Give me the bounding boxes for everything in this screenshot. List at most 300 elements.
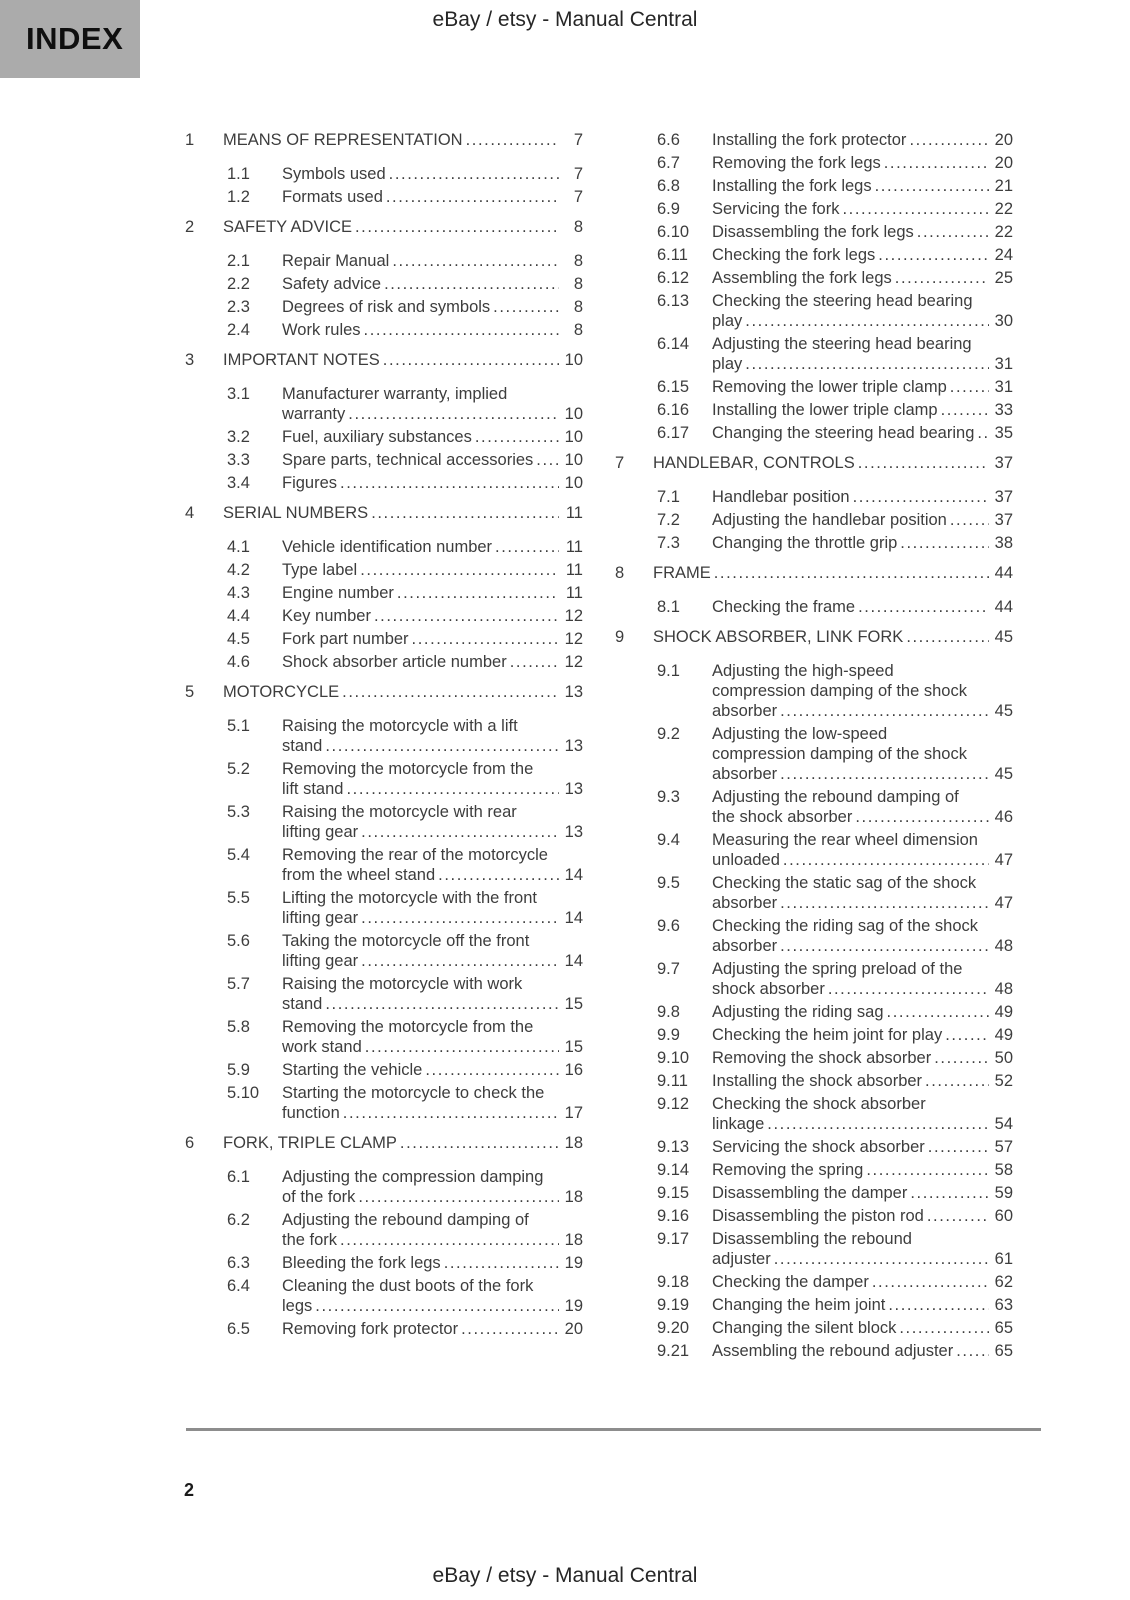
toc-entry-body: [712, 130, 1013, 150]
toc-entry-title-lastline: [282, 865, 583, 885]
toc-entry-number: 9.15: [657, 1184, 690, 1202]
toc-entry-body: [282, 384, 583, 424]
dotted-leader: [977, 423, 989, 443]
toc-entry-body: [282, 1210, 583, 1250]
dotted-leader: [934, 1048, 989, 1068]
toc-entry-page: 7: [573, 131, 583, 149]
dotted-leader: [444, 1253, 559, 1273]
toc-sub-entry: [185, 716, 583, 756]
dotted-leader: [355, 217, 559, 237]
toc-entry-title-lastline: [712, 377, 1013, 397]
dotted-leader: [745, 354, 989, 374]
toc-entry-title-lastline: [712, 1318, 1013, 1338]
toc-entry-title-line: Checking the riding sag of the shock: [712, 917, 978, 935]
toc-entry-title: Servicing the shock absorber: [712, 1138, 925, 1156]
toc-entry-number: 4.3: [227, 584, 250, 602]
toc-entry-title: MEANS OF REPRESENTATION: [223, 131, 463, 149]
toc-sub-entry: [615, 1048, 1013, 1068]
toc-entry-number: 9.17: [657, 1230, 690, 1248]
toc-sub-entry: [615, 153, 1013, 173]
toc-entry-title-lastline: [282, 187, 583, 207]
toc-sub-entry: [185, 164, 583, 184]
toc-section-entry: [615, 627, 1013, 647]
toc-entry-title: the fork: [282, 1231, 338, 1249]
toc-entry-page: 10: [564, 451, 583, 469]
toc-entry-page: 10: [564, 428, 583, 446]
toc-entry-page: 14: [564, 952, 583, 970]
toc-entry-body: [712, 423, 1013, 443]
toc-entry-number: 8.1: [657, 598, 680, 616]
toc-entry-page: 48: [994, 937, 1013, 955]
dotted-leader: [361, 908, 559, 928]
toc-entry-number: 4.2: [227, 561, 250, 579]
dotted-leader: [348, 404, 559, 424]
toc-entry-number: 6.17: [657, 424, 690, 442]
toc-entry-title: the shock absorber: [712, 808, 853, 826]
toc-entry-title-lastline: [712, 1025, 1013, 1045]
dotted-leader: [714, 563, 989, 583]
toc-sub-entry: [185, 759, 583, 799]
toc-entry-page: 60: [994, 1207, 1013, 1225]
toc-entry-title-line: compression damping of the shock: [712, 745, 967, 763]
toc-entry-number: 4.4: [227, 607, 250, 625]
toc-entry-body: [712, 245, 1013, 265]
toc-entry-number: 9.13: [657, 1138, 690, 1156]
toc-entry-body: [712, 334, 1013, 374]
dotted-leader: [895, 268, 989, 288]
dotted-leader: [917, 222, 989, 242]
toc-entry-number: 6.4: [227, 1277, 250, 1295]
toc-entry-body: [223, 217, 583, 237]
toc-entry-title-lastline: [712, 1160, 1013, 1180]
toc-entry-title-lastline: [712, 423, 1013, 443]
toc-entry-number: 5: [185, 683, 195, 701]
toc-entry-number: 1.1: [227, 165, 250, 183]
toc-entry-title: Repair Manual: [282, 252, 390, 270]
toc-entry-title: Installing the lower triple clamp: [712, 401, 938, 419]
toc-entry-body: [712, 199, 1013, 219]
toc-entry-page: 18: [564, 1134, 583, 1152]
toc-entry-body: [712, 1229, 1013, 1269]
toc-entry-page: 19: [564, 1297, 583, 1315]
toc-entry-title-line: Adjusting the compression damping: [282, 1168, 544, 1186]
dotted-leader: [384, 274, 559, 294]
toc-entry-number: 8: [615, 564, 625, 582]
toc-entry-title-lastline: [282, 1319, 583, 1339]
toc-entry-title-line: Removing the rear of the motorcycle: [282, 846, 548, 864]
toc-entry-body: [282, 1060, 583, 1080]
toc-entry-body: [712, 487, 1013, 507]
toc-entry-title: absorber: [712, 765, 778, 783]
toc-sub-entry: [615, 873, 1013, 913]
toc-entry-title: Fork part number: [282, 630, 409, 648]
toc-section-entry: [615, 453, 1013, 473]
toc-entry-body: [712, 153, 1013, 173]
toc-entry-number: 6.12: [657, 269, 690, 287]
toc-entry-body: [712, 1137, 1013, 1157]
dotted-leader: [365, 1037, 559, 1057]
toc-entry-title-line: compression damping of the shock: [712, 682, 967, 700]
toc-entry-title: SERIAL NUMBERS: [223, 504, 369, 522]
toc-entry-body: [223, 503, 583, 523]
toc-entry-page: 11: [565, 504, 583, 522]
index-tab-label: INDEX: [26, 21, 124, 56]
toc-sub-entry: [185, 1167, 583, 1207]
toc-entry-title: SHOCK ABSORBER, LINK FORK: [653, 628, 904, 646]
toc-entry-number: 6.1: [227, 1168, 250, 1186]
toc-entry-title: Spare parts, technical accessories: [282, 451, 534, 469]
toc-entry-page: 45: [994, 702, 1013, 720]
toc-entry-body: [712, 1206, 1013, 1226]
dotted-leader: [872, 1272, 989, 1292]
toc-sub-entry: [185, 384, 583, 424]
dotted-leader: [438, 865, 559, 885]
toc-entry-title: HANDLEBAR, CONTROLS: [653, 454, 855, 472]
toc-entry-body: [223, 682, 583, 702]
toc-entry-title-line: Checking the static sag of the shock: [712, 874, 977, 892]
toc-entry-title: Type label: [282, 561, 358, 579]
toc-sub-entry: [615, 1094, 1013, 1134]
header-title-text: eBay / etsy - Manual Central: [432, 8, 698, 31]
toc-sub-entry: [185, 931, 583, 971]
toc-section-entry: [185, 130, 583, 150]
toc-entry-title-lastline: [712, 701, 1013, 721]
page-footer: [0, 1564, 1130, 1588]
toc-entry-page: 15: [564, 995, 583, 1013]
table-of-contents: [185, 130, 1013, 1364]
dotted-leader: [493, 297, 559, 317]
toc-entry-number: 6.2: [227, 1211, 250, 1229]
toc-entry-body: [712, 1295, 1013, 1315]
toc-entry-body: [712, 916, 1013, 956]
toc-entry-page: 37: [994, 488, 1013, 506]
toc-entry-page: 11: [565, 561, 583, 579]
toc-entry-body: [712, 1341, 1013, 1361]
toc-entry-page: 46: [994, 808, 1013, 826]
toc-entry-title-lastline: [282, 560, 583, 580]
toc-entry-number: 6.7: [657, 154, 680, 172]
toc-entry-number: 1: [185, 131, 195, 149]
toc-entry-page: 44: [994, 598, 1013, 616]
toc-entry-title-lastline: [282, 404, 583, 424]
toc-entry-title: Removing fork protector: [282, 1320, 459, 1338]
toc-sub-entry: [185, 187, 583, 207]
toc-entry-title: IMPORTANT NOTES: [223, 351, 380, 369]
toc-entry-number: 1.2: [227, 188, 250, 206]
toc-entry-title-lastline: [712, 936, 1013, 956]
dotted-leader: [927, 1206, 989, 1226]
dotted-leader: [928, 1137, 989, 1157]
toc-entry-title: lifting gear: [282, 909, 359, 927]
dotted-leader: [956, 1341, 989, 1361]
toc-entry-page: 63: [994, 1296, 1013, 1314]
toc-entry-title: warranty: [282, 405, 346, 423]
toc-sub-entry: [615, 1229, 1013, 1269]
toc-entry-page: 20: [564, 1320, 583, 1338]
toc-entry-title: of the fork: [282, 1188, 356, 1206]
toc-sub-entry: [185, 802, 583, 842]
toc-entry-title-line: Removing the motorcycle from the: [282, 1018, 534, 1036]
toc-entry-body: [712, 510, 1013, 530]
toc-entry-body: [282, 931, 583, 971]
toc-entry-title: Removing the fork legs: [712, 154, 881, 172]
dotted-leader: [360, 560, 559, 580]
dotted-leader: [374, 606, 559, 626]
toc-entry-page: 37: [994, 511, 1013, 529]
toc-entry-number: 9.7: [657, 960, 680, 978]
toc-sub-entry: [615, 222, 1013, 242]
toc-section-entry: [615, 563, 1013, 583]
toc-entry-title-lastline: [712, 597, 1013, 617]
toc-entry-page: 22: [994, 223, 1013, 241]
toc-entry-page: 8: [573, 321, 583, 339]
toc-entry-page: 12: [564, 607, 583, 625]
toc-entry-number: 2.1: [227, 252, 250, 270]
dotted-leader: [425, 1060, 559, 1080]
toc-entry-page: 12: [564, 630, 583, 648]
toc-entry-number: 9.8: [657, 1003, 680, 1021]
toc-entry-title-line: Measuring the rear wheel dimension: [712, 831, 978, 849]
toc-entry-page: 8: [573, 252, 583, 270]
toc-entry-title-lastline: [282, 652, 583, 672]
toc-entry-title-lastline: [282, 736, 583, 756]
toc-entry-page: 45: [994, 765, 1013, 783]
toc-sub-entry: [185, 274, 583, 294]
toc-entry-title-lastline: [712, 533, 1013, 553]
dotted-leader: [510, 652, 559, 672]
toc-sub-entry: [185, 427, 583, 447]
toc-entry-page: 35: [994, 424, 1013, 442]
toc-entry-number: 5.2: [227, 760, 250, 778]
toc-entry-title: from the wheel stand: [282, 866, 436, 884]
toc-entry-title: Formats used: [282, 188, 383, 206]
toc-entry-body: [282, 974, 583, 1014]
toc-entry-title: work stand: [282, 1038, 362, 1056]
toc-entry-title: SAFETY ADVICE: [223, 218, 352, 236]
toc-entry-title-lastline: [712, 1137, 1013, 1157]
toc-entry-page: 44: [994, 564, 1013, 582]
toc-entry-title-line: Raising the motorcycle with work: [282, 975, 523, 993]
toc-sub-entry: [615, 291, 1013, 331]
toc-entry-title: Disassembling the fork legs: [712, 223, 914, 241]
toc-sub-entry: [615, 377, 1013, 397]
toc-entry-title-line: Disassembling the rebound: [712, 1230, 912, 1248]
toc-entry-page: 47: [994, 894, 1013, 912]
toc-entry-number: 9.5: [657, 874, 680, 892]
toc-entry-page: 50: [994, 1049, 1013, 1067]
toc-entry-number: 2.2: [227, 275, 250, 293]
dotted-leader: [950, 377, 989, 397]
toc-entry-title-line: Adjusting the rebound damping of: [712, 788, 959, 806]
toc-section-entry: [185, 217, 583, 237]
toc-entry-title-line: Checking the steering head bearing: [712, 292, 973, 310]
toc-entry-title: lifting gear: [282, 952, 359, 970]
toc-sub-entry: [185, 1276, 583, 1316]
toc-entry-number: 9: [615, 628, 625, 646]
toc-entry-number: 9.21: [657, 1342, 690, 1360]
toc-entry-title-line: Starting the motorcycle to check the: [282, 1084, 545, 1102]
dotted-leader: [774, 1249, 989, 1269]
toc-entry-title-lastline: [282, 779, 583, 799]
toc-entry-page: 62: [994, 1273, 1013, 1291]
toc-entry-title-lastline: [712, 1272, 1013, 1292]
toc-entry-body: [712, 661, 1013, 721]
toc-entry-number: 6.9: [657, 200, 680, 218]
toc-entry-number: 5.6: [227, 932, 250, 950]
dotted-leader: [340, 1230, 559, 1250]
toc-entry-title: Shock absorber article number: [282, 653, 507, 671]
dotted-leader: [884, 153, 989, 173]
toc-entry-title-line: Lifting the motorcycle with the front: [282, 889, 537, 907]
toc-entry-title-lastline: [653, 563, 1013, 583]
toc-entry-page: 61: [994, 1250, 1013, 1268]
toc-sub-entry: [615, 176, 1013, 196]
toc-entry-title: Assembling the fork legs: [712, 269, 892, 287]
dotted-leader: [866, 1160, 989, 1180]
toc-entry-title: Key number: [282, 607, 371, 625]
dotted-leader: [945, 1025, 989, 1045]
toc-entry-title-lastline: [282, 537, 583, 557]
toc-sub-entry: [615, 1002, 1013, 1022]
toc-entry-title-lastline: [712, 850, 1013, 870]
toc-entry-title-lastline: [282, 951, 583, 971]
toc-entry-title: Changing the heim joint: [712, 1296, 886, 1314]
toc-entry-title: unloaded: [712, 851, 780, 869]
toc-entry-page: 58: [994, 1161, 1013, 1179]
toc-entry-title-line: Cleaning the dust boots of the fork: [282, 1277, 534, 1295]
toc-entry-number: 9.1: [657, 662, 680, 680]
toc-entry-title: Disassembling the damper: [712, 1184, 908, 1202]
toc-sub-entry: [615, 1160, 1013, 1180]
toc-entry-title-lastline: [282, 1187, 583, 1207]
toc-entry-body: [282, 450, 583, 470]
dotted-leader: [361, 951, 559, 971]
toc-sub-entry: [185, 297, 583, 317]
toc-sub-entry: [615, 1071, 1013, 1091]
toc-entry-body: [282, 759, 583, 799]
dotted-leader: [475, 427, 559, 447]
toc-entry-page: 21: [994, 177, 1013, 195]
toc-entry-page: 7: [573, 165, 583, 183]
toc-entry-title: absorber: [712, 702, 778, 720]
toc-entry-title-lastline: [712, 893, 1013, 913]
toc-entry-number: 9.20: [657, 1319, 690, 1337]
toc-entry-title: Checking the heim joint for play: [712, 1026, 943, 1044]
toc-entry-page: 54: [994, 1115, 1013, 1133]
toc-entry-title-lastline: [712, 222, 1013, 242]
dotted-leader: [858, 453, 989, 473]
toc-entry-title-lastline: [712, 245, 1013, 265]
toc-entry-page: 13: [564, 780, 583, 798]
toc-entry-body: [712, 1048, 1013, 1068]
toc-entry-title-lastline: [282, 297, 583, 317]
toc-entry-title-lastline: [282, 1296, 583, 1316]
toc-sub-entry: [615, 959, 1013, 999]
toc-entry-title-line: Checking the shock absorber: [712, 1095, 926, 1113]
toc-entry-page: 48: [994, 980, 1013, 998]
toc-entry-body: [282, 802, 583, 842]
toc-entry-page: 33: [994, 401, 1013, 419]
toc-sub-entry: [185, 583, 583, 603]
toc-entry-body: [653, 627, 1013, 647]
footer-divider: [186, 1428, 1041, 1431]
toc-entry-title-lastline: [712, 1206, 1013, 1226]
toc-sub-entry: [615, 916, 1013, 956]
dotted-leader: [392, 251, 559, 271]
toc-entry-title-line: Adjusting the steering head bearing: [712, 335, 972, 353]
toc-entry-number: 5.3: [227, 803, 250, 821]
toc-sub-entry: [615, 1183, 1013, 1203]
dotted-leader: [315, 1296, 559, 1316]
toc-entry-title-line: Taking the motorcycle off the front: [282, 932, 530, 950]
toc-entry-title: absorber: [712, 894, 778, 912]
toc-sub-entry: [615, 1137, 1013, 1157]
toc-entry-body: [282, 1276, 583, 1316]
toc-entry-page: 13: [564, 683, 583, 701]
page-header: [0, 8, 1130, 32]
toc-section-entry: [185, 350, 583, 370]
toc-entry-number: 3: [185, 351, 195, 369]
footer-title-text: eBay / etsy - Manual Central: [432, 1564, 698, 1587]
toc-entry-title-lastline: [282, 606, 583, 626]
toc-entry-title-line: Manufacturer warranty, implied: [282, 385, 508, 403]
toc-entry-body: [282, 1253, 583, 1273]
dotted-leader: [400, 1133, 559, 1153]
dotted-leader: [828, 979, 989, 999]
dotted-leader: [950, 510, 989, 530]
toc-sub-entry: [615, 1272, 1013, 1292]
toc-entry-title: Assembling the rebound adjuster: [712, 1342, 954, 1360]
toc-entry-page: 16: [564, 1061, 583, 1079]
toc-entry-title-lastline: [282, 1253, 583, 1273]
toc-sub-entry: [185, 845, 583, 885]
toc-entry-body: [223, 350, 583, 370]
toc-entry-title-lastline: [712, 1249, 1013, 1269]
dotted-leader: [466, 130, 559, 150]
toc-entry-title-lastline: [282, 629, 583, 649]
toc-entry-title-lastline: [712, 1002, 1013, 1022]
toc-entry-page: 38: [994, 534, 1013, 552]
toc-entry-page: 52: [994, 1072, 1013, 1090]
toc-entry-title-line: Raising the motorcycle with a lift: [282, 717, 518, 735]
toc-entry-number: 2.4: [227, 321, 250, 339]
toc-sub-entry: [615, 199, 1013, 219]
toc-sub-entry: [185, 1060, 583, 1080]
toc-entry-number: 6.14: [657, 335, 690, 353]
toc-entry-number: 5.8: [227, 1018, 250, 1036]
toc-entry-title-line: Adjusting the rebound damping of: [282, 1211, 529, 1229]
toc-entry-title-lastline: [712, 1048, 1013, 1068]
toc-entry-number: 4.5: [227, 630, 250, 648]
toc-entry-title: Work rules: [282, 321, 361, 339]
toc-sub-entry: [615, 1341, 1013, 1361]
dotted-leader: [780, 893, 989, 913]
toc-entry-number: 5.10: [227, 1084, 260, 1102]
toc-entry-title-lastline: [282, 450, 583, 470]
toc-entry-page: 10: [564, 405, 583, 423]
toc-entry-title-lastline: [282, 994, 583, 1014]
dotted-leader: [536, 450, 559, 470]
toc-entry-number: 4.1: [227, 538, 250, 556]
dotted-leader: [412, 629, 559, 649]
toc-entry-title-lastline: [223, 130, 583, 150]
toc-sub-entry: [615, 334, 1013, 374]
toc-sub-entry: [185, 537, 583, 557]
dotted-leader: [941, 400, 989, 420]
toc-entry-body: [712, 830, 1013, 870]
toc-entry-number: 9.6: [657, 917, 680, 935]
toc-entry-page: 11: [565, 538, 583, 556]
